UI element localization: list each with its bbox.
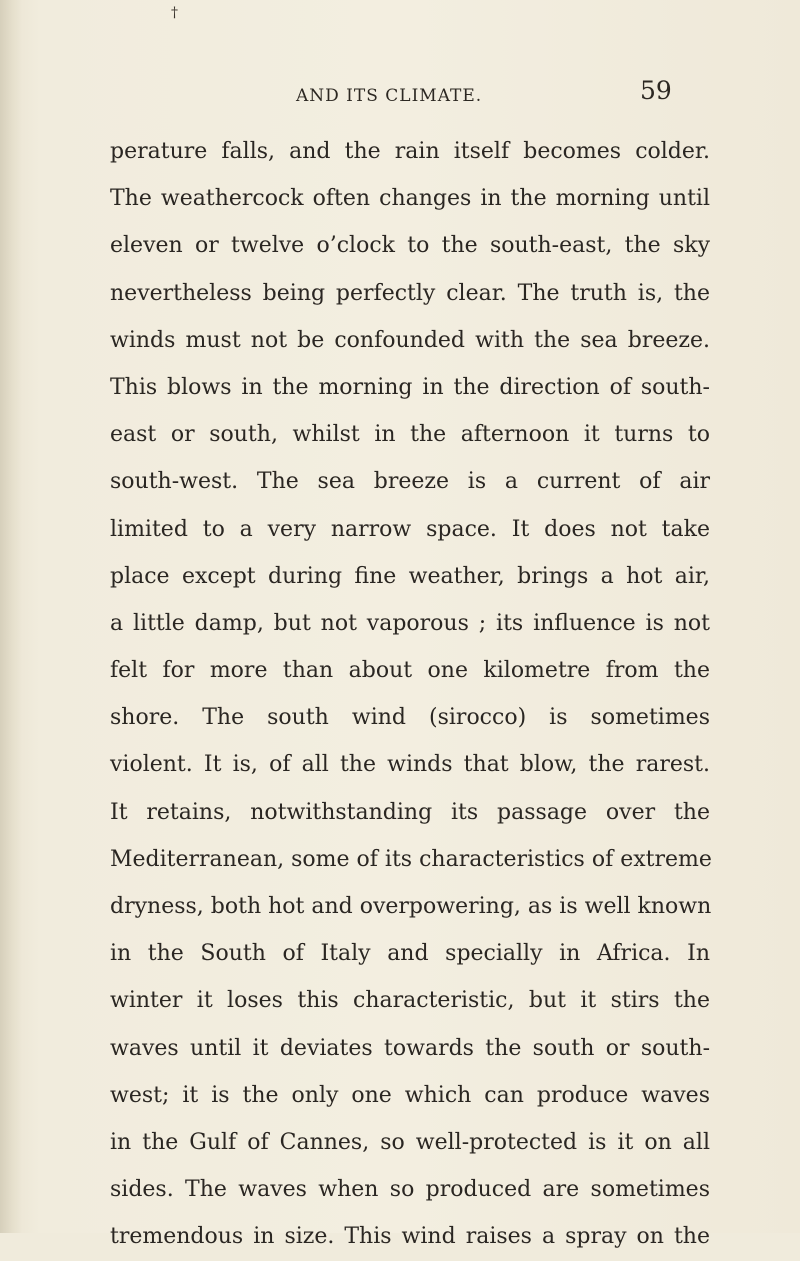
text-line: felt for more than about one kilometre from the [110,658,710,684]
text-line: Mediterranean, some of its characteristics of extreme [110,846,712,872]
text-line: east or south, whilst in the afternoon it turns to [110,422,710,448]
text-line: It retains, notwithstanding its passage over the [110,799,710,825]
text-line: a little damp, but not vaporous ; its influence is not [110,610,710,636]
page-number: 59 [640,76,672,105]
text-line: This blows in the morning in the direction of south- [110,374,710,400]
text-line: in the South of Italy and specially in Africa. In [110,941,710,967]
text-line: winds must not be confounded with the sea breeze. [110,327,710,353]
text-line: The weathercock often changes in the morning until [110,186,710,212]
text-line: limited to a very narrow space. It does not take [110,516,710,542]
top-mark: † [171,5,178,21]
text-line: eleven or twelve o’clock to the south-east, the sky [110,233,710,259]
text-line: sides. The waves when so produced are sometimes [110,1177,710,1203]
text-line: waves until it deviates towards the south or south- [110,1035,710,1061]
text-line: violent. It is, of all the winds that blow, the rarest. [110,752,710,778]
text-line: in the Gulf of Cannes, so well-protected is it on all [110,1129,710,1155]
running-head: AND ITS CLIMATE. [296,86,483,106]
text-line: perature falls, and the rain itself becomes colder. [110,139,710,164]
text-line: west; it is the only one which can produce waves [110,1082,710,1108]
text-line: tremendous in size. This wind raises a spray on the [110,1224,710,1250]
text-line: shore. The south wind (sirocco) is sometimes [110,705,710,731]
body-text [110,128,710,1261]
text-line: winter it loses this characteristic, but it stirs the [110,988,710,1014]
text-line: place except during fine weather, brings a hot air, [110,563,710,589]
text-line: nevertheless being perfectly clear. The truth is, the [110,280,710,306]
text-line: dryness, both hot and overpowering, as is well known [110,894,712,919]
text-line: south-west. The sea breeze is a current of air [110,469,710,495]
gutter-shadow [0,0,22,1233]
